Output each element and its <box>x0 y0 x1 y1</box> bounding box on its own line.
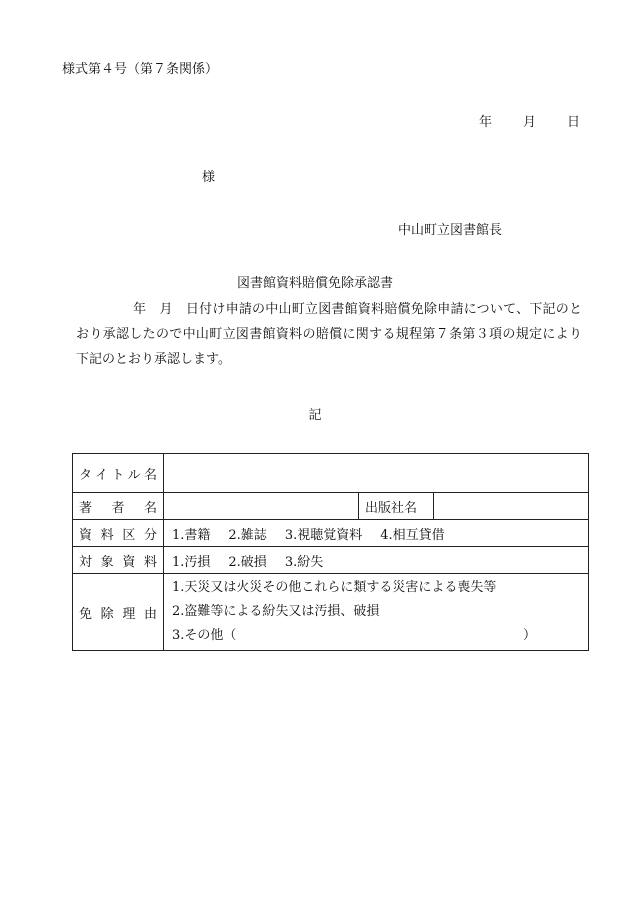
target-option: 3.紛失 <box>284 554 324 570</box>
reason-label: 免除理由 <box>73 574 164 651</box>
category-option: 1.書籍 <box>172 527 211 543</box>
category-option: 2.雑誌 <box>228 527 267 543</box>
ki-heading: 記 <box>308 408 322 423</box>
target-option: 1.汚損 <box>172 554 211 570</box>
category-label: 資料区分 <box>73 520 164 547</box>
author-value <box>164 493 359 520</box>
reason-item: 1.天災又は火災その他これらに類する災害による喪失等 <box>172 580 497 595</box>
addressee: 様 <box>202 170 216 185</box>
details-table <box>72 453 589 651</box>
target-option: 2.破損 <box>228 554 267 570</box>
category-options <box>164 520 589 547</box>
form-number: 様式第４号（第７条関係） <box>62 62 219 77</box>
document-title: 図書館資料賠償免除承認書 <box>236 276 393 291</box>
date-day: 日 <box>566 115 580 130</box>
reason-other-close: ） <box>522 628 536 643</box>
issuer: 中山町立図書館長 <box>398 223 503 238</box>
reason-item: 2.盗難等による紛失又は汚損、破損 <box>172 604 380 619</box>
category-option: 4.相互貸借 <box>380 527 445 543</box>
date-year: 年 <box>478 115 492 130</box>
author-label: 著者名 <box>73 493 164 520</box>
reason-other <box>172 624 580 648</box>
category-option: 3.視聴覚資料 <box>284 527 363 543</box>
date-month: 月 <box>522 115 536 130</box>
publisher-value <box>434 493 589 520</box>
body-text: 年 月 日付け申請の中山町立図書館資料賠償免除申請について、下記のとおり承認したので中山町立図書館資料の賠償に関する規程第７条第３項の規定により下記のとおり承認します。 <box>76 302 582 367</box>
reason-options <box>164 574 589 651</box>
title-value <box>164 454 589 493</box>
title-label: タイトル名 <box>73 454 164 493</box>
date-line <box>458 111 580 130</box>
target-label: 対象資料 <box>73 547 164 574</box>
publisher-label: 出版社名 <box>359 493 434 520</box>
reason-other-open: 3.その他（ <box>172 628 237 643</box>
target-options <box>164 547 589 574</box>
